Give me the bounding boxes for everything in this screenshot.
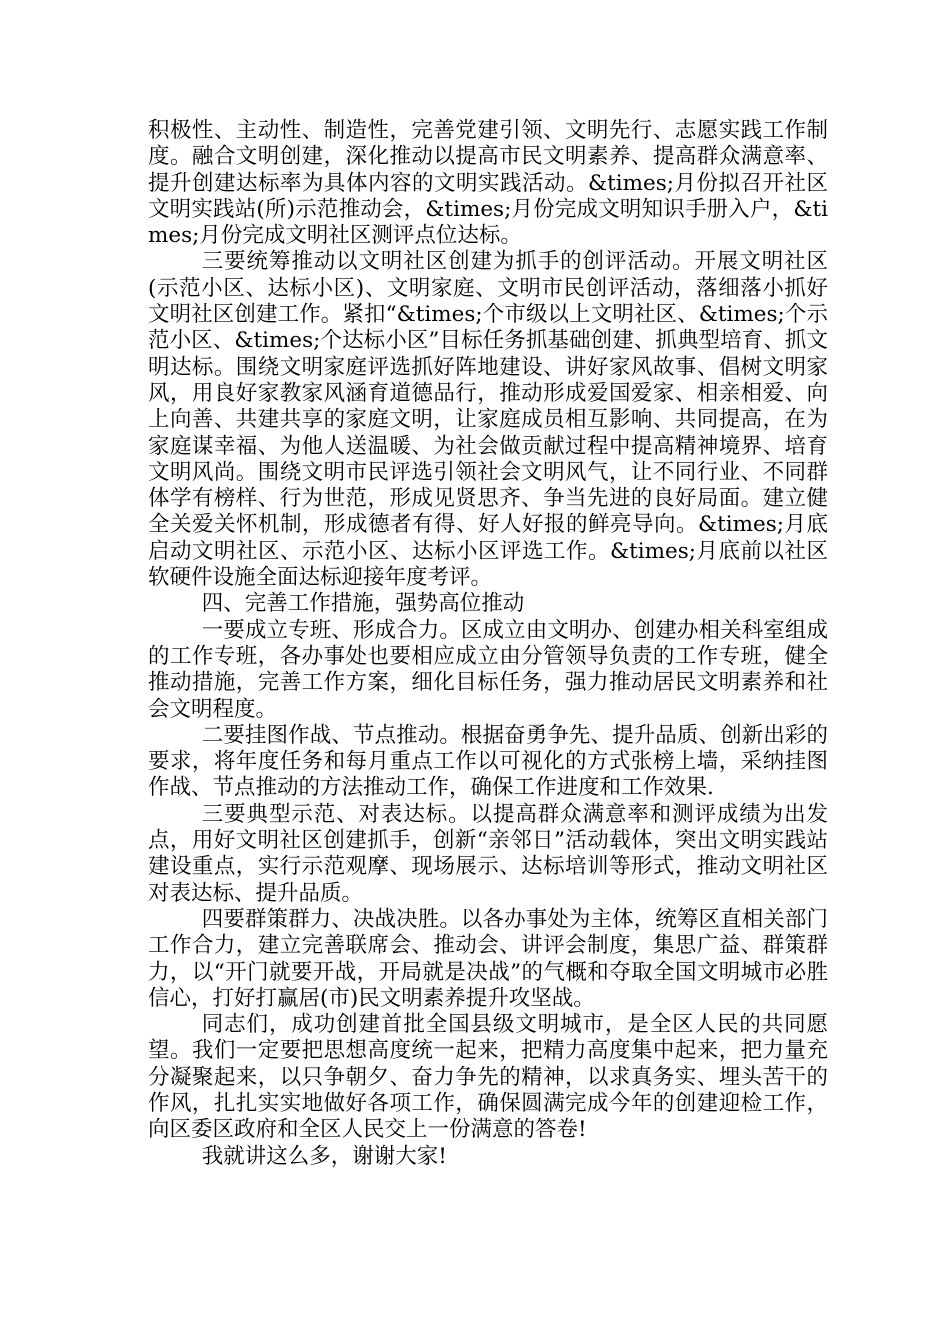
body-paragraph-model-demonstration: 三要典型示范、对表达标。以提高群众满意率和测评成绩为出发点，用好文明社区创建抓手，创新“亲邻日”活动载体，突出文明实践站建设重点，实行示范观摩、现场展示、达标培训等形式，推动文明社区对表达标、提升品质。 [148,801,828,906]
body-paragraph-thanks: 我就讲这么多，谢谢大家! [201,1143,447,1169]
body-paragraph-continuation: 积极性、主动性、制造性，完善党建引领、文明先行、志愿实践工作制度。融合文明创建，深化推动以提高市民文明素养、提高群众满意率、提升创建达标率为具体内容的文明实践活动。&times;月份拟召开社区文明实践站(所)示范推动会，&times;月份完成文明知识手册入户，&times;月份完成文明社区测评点位达标。 [148,118,828,249]
body-paragraph-chart-operations: 二要挂图作战、节点推动。根据奋勇争先、提升品质、创新出彩的要求，将年度任务和每月重点工作以可视化的方式张榜上墙，采纳挂图作战、节点推动的方法推动工作，确保工作进度和工作效果. [148,722,828,801]
section-heading-work-measures: 四、完善工作措施，强势高位推动 [201,591,525,617]
body-paragraph-task-force: 一要成立专班、形成合力。区成立由文明办、创建办相关科室组成的工作专班，各办事处也要相应成立由分管领导负责的工作专班，健全推动措施，完善工作方案，细化目标任务，强力推动居民文明素养和社会文明程度。 [148,617,828,722]
body-paragraph-closing-remarks: 同志们，成功创建首批全国县级文明城市，是全区人民的共同愿望。我们一定要把思想高度统一起来，把精力高度集中起来，把力量充分凝聚起来，以只争朝夕、奋力争先的精神，以求真务实、埋头苦干的作风，扎扎实实地做好各项工作，确保圆满完成今年的创建迎检工作，向区委区政府和全区人民交上一份满意的答卷! [148,1012,828,1143]
document-page [148,118,828,1170]
body-paragraph-collective-effort: 四要群策群力、决战决胜。以各办事处为主体，统筹区直相关部门工作合力，建立完善联席会、推动会、讲评会制度，集思广益、群策群力，以“开门就要开战，开局就是决战”的气概和夺取全国文明城市必胜信心，打好打赢居(市)民文明素养提升攻坚战。 [148,906,828,1011]
body-paragraph-coordinate-activities: 三要统筹推动以文明社区创建为抓手的创评活动。开展文明社区(示范小区、达标小区)、文明家庭、文明市民创评活动，落细落小抓好文明社区创建工作。紧扣“&times;个市级以上文明社区、&times;个示范小区、&times;个达标小区”目标任务抓基础创建、抓典型培育、抓文明达标。围绕文明家庭评选抓好阵地建设、讲好家风故事、倡树文明家风，用良好家教家风涵育道德品行，推动形成爱国爱家、相亲相爱、向上向善、共建共享的家庭文明，让家庭成员相互影响、共同提高，在为家庭谋幸福、为他人送温暖、为社会做贡献过程中提高精神境界、培育文明风尚。围绕文明市民评选引领社会文明风气，让不同行业、不同群体学有榜样、行为世范，形成见贤思齐、争当先进的良好局面。建立健全关爱关怀机制，形成德者有得、好人好报的鲜亮导向。&times;月底启动文明社区、示范小区、达标小区评选工作。&times;月底前以社区软硬件设施全面达标迎接年度考评。 [148,249,828,591]
